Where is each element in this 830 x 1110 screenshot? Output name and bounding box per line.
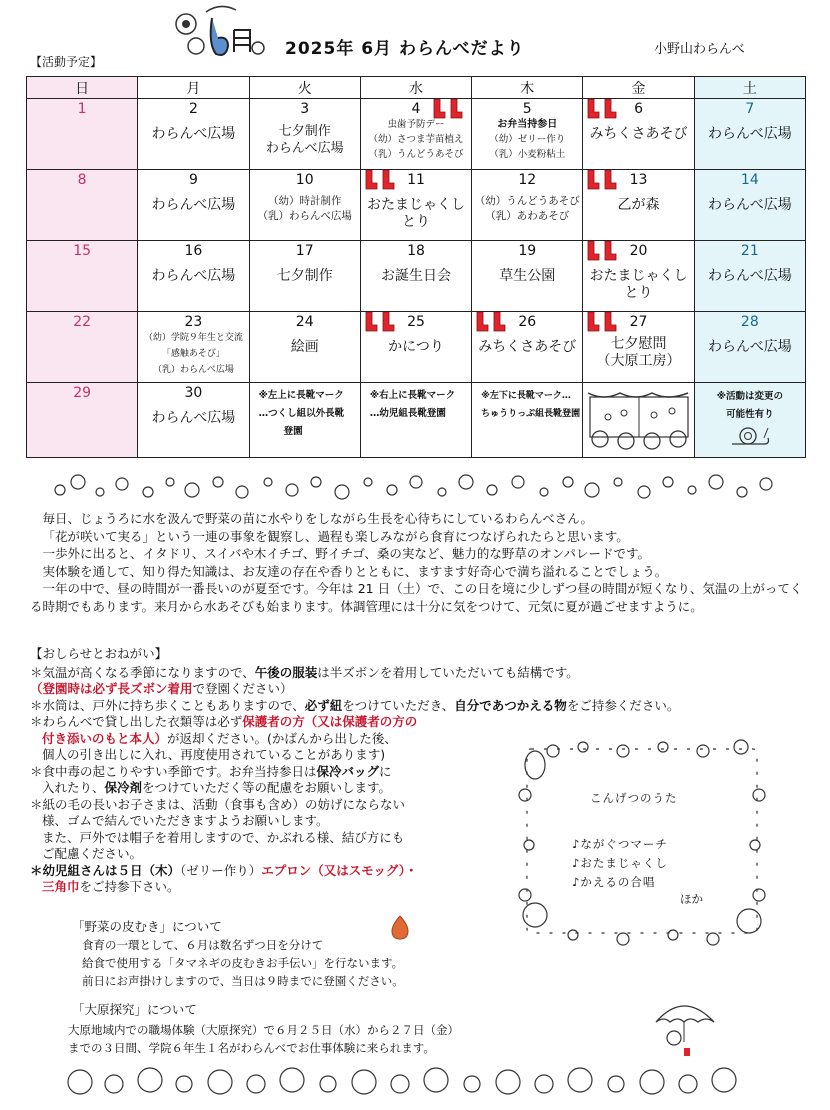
event-text: （大原工房）	[596, 353, 681, 369]
calendar-cell	[583, 170, 694, 241]
calendar-cell	[249, 99, 360, 170]
song-item: ♪ながぐつマーチ	[572, 837, 668, 851]
song-item: ♪かえるの合唱	[572, 875, 656, 889]
legend-cell	[360, 383, 471, 458]
day-header-fri: 金	[583, 77, 694, 99]
date-number: 22	[73, 314, 92, 330]
event-text: わらんべ広場	[265, 141, 344, 156]
notice-item: ＊水筒は、戸外に持ち歩くこともありますので、必ず紐をつけていただき、自分であつかえる物をご持参ください。	[30, 697, 680, 713]
legend-note: ※活動は変更の	[716, 391, 783, 402]
date-number: 24	[295, 314, 314, 330]
decorative-bubbles-border	[52, 470, 782, 502]
event-text: （幼）ゼリー作り	[489, 134, 566, 145]
event-text: 七夕制作	[278, 124, 331, 139]
calendar-cell	[583, 312, 694, 383]
event-text: かにつり	[388, 339, 444, 355]
ohara-text	[68, 1021, 459, 1057]
vegetable-text	[82, 936, 404, 990]
legend-cell	[472, 383, 583, 458]
calendar-cell	[138, 99, 249, 170]
event-text: わらんべ広場	[707, 197, 792, 213]
calendar-cell	[583, 99, 694, 170]
calendar-cell	[138, 383, 249, 458]
decorative-snail-border	[60, 1060, 760, 1100]
song-more: ほか	[680, 892, 703, 906]
calendar-cell	[694, 312, 805, 383]
event-text: わらんべ広場	[151, 197, 236, 213]
date-number: 23	[184, 314, 203, 330]
event-text: 七夕制作	[276, 268, 333, 284]
calendar-cell	[138, 312, 249, 383]
calendar-cell	[472, 312, 583, 383]
event-text: （幼）時計制作	[267, 195, 342, 207]
event-text: 虫歯予防デー	[387, 119, 445, 130]
notice-item: ＊食中毒の起こりやすい季節です。お弁当持参日は保冷バッグに	[30, 763, 392, 779]
intro-text	[30, 510, 810, 616]
date-number: 7	[745, 101, 755, 117]
date-number: 27	[629, 314, 648, 330]
song-item: ♪おたまじゃくし	[572, 856, 668, 870]
event-text: （乳）わらんべ広場	[257, 210, 352, 222]
legend-note: ※左上に長靴マーク	[258, 390, 344, 401]
legend-note: …つくし組以外長靴	[258, 408, 345, 419]
calendar-cell	[27, 312, 138, 383]
event-text: （乳）うんどうあそび	[368, 149, 464, 160]
activity-calendar	[26, 76, 806, 458]
calendar-cell	[27, 99, 138, 170]
date-number: 4	[411, 101, 421, 117]
event-text: わらんべ広場	[707, 339, 792, 355]
notices-header: 【おしらせとおねがい】	[30, 646, 168, 661]
notice-item: また、戸外では帽子を着用しますので、かぶれる様、結び方にも	[42, 829, 405, 845]
calendar-cell	[249, 312, 360, 383]
event-text: わらんべ広場	[707, 268, 792, 284]
date-number: 20	[629, 243, 648, 259]
legend-note: ※右上に長靴マーク	[369, 390, 456, 401]
legend-note: 可能性有り	[726, 409, 774, 420]
day-header-tue: 火	[249, 77, 360, 99]
notice-item: ＊紙の毛の長いお子さまは、活動（食事も含め）の妨げにならない	[30, 796, 406, 812]
intro-paragraph: 一歩外に出ると、イタドリ、スイバや木イチゴ、野イチゴ、桑の実など、魅力的な野草のオンパレードです。	[42, 546, 651, 562]
legend-cell	[249, 383, 360, 458]
day-header-sat: 土	[694, 77, 805, 99]
date-number: 25	[407, 314, 425, 330]
date-number: 13	[629, 172, 648, 188]
notice-item: ＊気温が高くなる季節になりますので、午後の服装は半ズボンを着用していただいても結構です。	[30, 664, 579, 680]
day-header-sun: 日	[27, 77, 138, 99]
event-text: お弁当持参日	[497, 119, 558, 130]
date-number: 30	[184, 385, 203, 401]
calendar-cell	[249, 241, 360, 312]
event-text: （幼）うんどうあそび	[474, 195, 580, 207]
date-number: 18	[407, 243, 425, 259]
date-number: 28	[740, 314, 759, 330]
calendar-cell	[694, 241, 805, 312]
song-list	[572, 835, 668, 892]
vegetable-title: 「野菜の皮むき」について	[72, 919, 222, 934]
calendar-cell	[360, 99, 471, 170]
date-number: 29	[73, 385, 92, 401]
vegetable-line: 給食で使用する「タマネギの皮むきお手伝い」を行ないます。	[82, 956, 404, 970]
date-number: 17	[295, 243, 314, 259]
ohara-title: 「大原探究」について	[72, 1002, 197, 1017]
boots-icon	[585, 241, 621, 261]
boots-icon	[363, 170, 399, 190]
date-number: 11	[407, 172, 425, 188]
boots-icon	[363, 312, 399, 332]
children-at-window-illustration	[584, 387, 694, 453]
event-text: お誕生日会	[380, 268, 451, 284]
notice-item: 入れたり、保冷剤をつけていただく等の配慮をお願いします。	[42, 780, 392, 795]
organization-name: 小野山わらんべ	[654, 42, 745, 57]
calendar-cell	[138, 170, 249, 241]
date-number: 12	[518, 172, 537, 188]
intro-paragraph: 実体験を通して、知り得た知識は、お友達の存在や香りとともに、ますます好奇心で満ち溢れることでしょう。	[42, 563, 668, 579]
calendar-cell	[249, 170, 360, 241]
event-text: わらんべ広場	[151, 268, 236, 284]
event-text: わらんべ広場	[707, 126, 792, 142]
calendar-cell	[27, 170, 138, 241]
event-text: （乳）小麦粉粘土	[489, 149, 566, 160]
date-number: 19	[518, 243, 537, 259]
date-number: 6	[634, 101, 643, 117]
legend-cell	[694, 383, 805, 458]
calendar-cell	[360, 241, 471, 312]
day-header-wed: 水	[360, 77, 471, 99]
calendar-cell	[360, 312, 471, 383]
notice-item: 付き添いのもと本人）が返却ください。(かばんから出した後、	[42, 730, 397, 746]
date-number: 5	[522, 101, 532, 117]
calendar-cell	[27, 241, 138, 312]
event-text: わらんべ広場	[151, 410, 236, 426]
event-text: 七夕慰問	[610, 336, 667, 352]
event-text: おたまじゃくしとり	[589, 268, 688, 301]
event-text: みちくさあそび	[589, 126, 688, 142]
date-number: 26	[518, 314, 537, 330]
date-number: 3	[300, 101, 310, 117]
event-text: みちくさあそび	[478, 339, 577, 355]
calendar-cell	[472, 99, 583, 170]
notice-item: 様、ゴムで結んでいただきますようお願いします。	[42, 813, 329, 828]
legend-note: ちゅうりっぷ組長靴登園	[481, 409, 581, 419]
event-text: （幼）学院９年生と交流	[143, 333, 243, 343]
day-header-thu: 木	[472, 77, 583, 99]
event-text: 乙が森	[617, 197, 660, 213]
calendar-cell	[472, 170, 583, 241]
snail-icon	[728, 424, 772, 446]
date-number: 2	[188, 101, 198, 117]
vegetable-line: 前日にお声掛けしますので、当日は９時までに登園ください。	[82, 974, 404, 988]
date-number: 21	[740, 243, 759, 259]
song-title: こんげつのうた	[590, 791, 678, 805]
ohara-line: 大原地域内での職場体験（大原探究）で６月２５日（水）から２７日（金）	[68, 1023, 459, 1037]
event-text: わらんべ広場	[151, 126, 236, 142]
date-number: 16	[184, 243, 203, 259]
calendar-cell	[472, 241, 583, 312]
event-text: （乳）わらんべ広場	[153, 365, 234, 375]
page-title: 2025年 6月 わらんべだより	[285, 39, 525, 59]
event-text: 「感触あそび」	[161, 349, 225, 359]
date-number: 9	[188, 172, 198, 188]
event-text: （幼）さつま芋苗植え	[368, 134, 464, 145]
umbrella-child-illustration	[650, 998, 720, 1060]
calendar-cell	[138, 241, 249, 312]
notice-item: ＊わらんべで貸し出した衣類等は必ず保護者の方（又は保護者の方の	[30, 714, 418, 729]
calendar-cell	[694, 99, 805, 170]
boots-icon	[585, 99, 621, 119]
legend-note: …幼児組長靴登園	[369, 408, 446, 419]
vegetable-line: 食育の一環として、６月は数名ずつ日を分けて	[82, 938, 324, 952]
boots-icon	[585, 170, 621, 190]
legend-note: ※左下に長靴マーク…	[481, 391, 571, 401]
illustration-cell	[583, 383, 694, 458]
june-logo-illustration	[170, 4, 270, 66]
notice-item: ご配慮ください。	[42, 846, 143, 861]
calendar-cell	[583, 241, 694, 312]
calendar-cell	[27, 383, 138, 458]
event-text: おたまじゃくしとり	[366, 197, 465, 230]
event-text: 草生公園	[499, 268, 556, 284]
date-number: 8	[77, 172, 87, 188]
ohara-line: までの３日間、学院６年生１名がわらんべでお仕事体験に来られます。	[68, 1041, 435, 1055]
day-header-mon: 月	[138, 77, 249, 99]
event-text: 絵画	[290, 339, 319, 355]
boots-icon	[431, 99, 467, 119]
date-number: 14	[740, 172, 759, 188]
legend-note: 登園	[283, 426, 303, 437]
schedule-label: 【活動予定】	[30, 55, 103, 69]
calendar-cell	[694, 170, 805, 241]
intro-paragraph: 毎日、じょうろに水を汲んで野菜の苗に水やりをしながら生長を心待ちにしているわらんべさん。	[42, 511, 594, 526]
boots-icon	[474, 312, 510, 332]
intro-paragraph: 一年の中で、昼の時間が一番長いのが夏至です。今年は 21 日（土）で、この日を境に少しずつ昼の時間が短くなり、気温の上がってくる時期でもあります。来月から水あそびも始まります。体調管理には十分に気をつけて、元気に夏が過ごせますように。	[30, 581, 803, 614]
date-number: 15	[73, 243, 92, 259]
notice-item: ＊幼児組さんは５日（木）（ゼリー作り）エプロン（又はスモッグ）・	[30, 862, 418, 878]
notice-item: 三角巾をご持参下さい。	[42, 879, 180, 894]
calendar-cell	[360, 170, 471, 241]
notice-item: 個人の引き出しに入れ、再度使用されていることがあります)	[42, 747, 386, 762]
date-number: 1	[77, 101, 87, 117]
notice-item: （登園時は必ず長ズボン着用で登園ください）	[30, 681, 293, 696]
intro-paragraph: 「花が咲いて実る」という一連の事象を観察し、過程も楽しみながら食育につなげられたらと思います。	[42, 528, 629, 544]
event-text: （乳）あわあそび	[485, 210, 570, 222]
date-number: 10	[295, 172, 314, 188]
boots-icon	[585, 312, 621, 332]
